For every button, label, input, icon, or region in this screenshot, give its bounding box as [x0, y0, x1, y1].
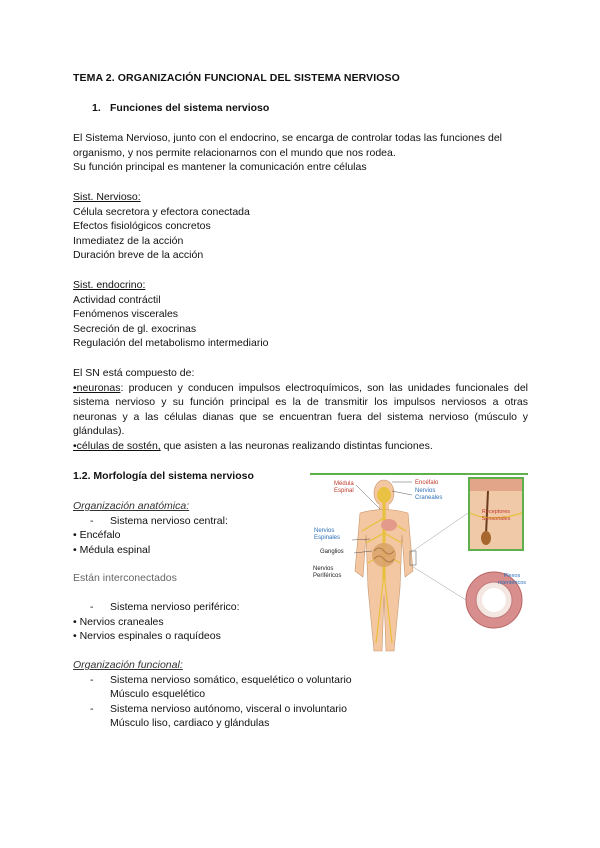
somatic-label: Sistema nervioso somático, esquelético o voluntario	[110, 673, 352, 686]
label-nervios-perifericos-2: Periféricos	[313, 573, 342, 579]
peripheral-nervous-item: - Sistema nervioso periférico:	[90, 600, 240, 613]
section-heading-morphology: 1.2. Morfología del sistema nervioso	[73, 470, 254, 482]
label-receptores-1: Receptores	[481, 509, 511, 515]
section-number: 1.	[92, 102, 101, 114]
list-item: Inmediatez de la acción	[73, 234, 184, 247]
support-cells-paragraph	[73, 439, 528, 454]
neurons-term: •neuronas	[73, 381, 121, 394]
autonomic-sub: Músculo liso, cardiaco y glándulas	[110, 717, 270, 730]
central-nervous-label: Sistema nervioso central:	[110, 514, 228, 527]
peripheral-nervous-label: Sistema nervioso periférico:	[110, 600, 240, 613]
intro-line: Su función principal es mantener la comunicación entre células	[73, 161, 367, 174]
list-item: Duración breve de la acción	[73, 249, 204, 262]
label-nervios-espinales-2: Espinales	[314, 535, 341, 541]
label-medula-1: Médula	[334, 481, 354, 487]
support-cells-term: •células de sostén,	[73, 439, 161, 452]
endocrine-system-list	[73, 278, 528, 351]
page-title: TEMA 2. ORGANIZACIÓN FUNCIONAL DEL SISTEMA NERVIOSO	[73, 72, 400, 84]
neurons-text: : producen y conducen impulsos electroquímicos, son las unidades funcionales del sistema nervioso y su función principal es la de transmitir los impulsos nerviosos a otras neuronas y a las células dianas que se encuentran fuera del sistema nervioso (músculo y glándulas).	[73, 381, 528, 438]
endocrine-system-heading: Sist. endocrino:	[73, 279, 146, 291]
label-nervios-craneales-2: Craneales	[415, 495, 443, 501]
label-encefalo: Encéfalo	[415, 480, 439, 486]
anatomical-organization	[73, 499, 308, 644]
label-plexos-2: mientéricos	[497, 580, 527, 586]
human-body	[355, 480, 413, 651]
nervous-system-list	[73, 190, 528, 263]
label-nervios-perifericos-1: Nervios	[313, 566, 334, 572]
list-item: • Encéfalo	[73, 529, 121, 542]
autonomic-label: Sistema nervioso autónomo, visceral o involuntario	[110, 702, 347, 715]
list-item: • Nervios espinales o raquídeos	[73, 630, 221, 643]
somatic-sub: Músculo esquelético	[110, 688, 206, 701]
list-item: Regulación del metabolismo intermediario	[73, 337, 269, 350]
list-item: Fenómenos viscerales	[73, 308, 179, 321]
anatomical-heading: Organización anatómica:	[73, 500, 190, 512]
list-item: Secreción de gl. exocrinas	[73, 322, 197, 335]
support-cells-text: que asisten a las neuronas realizando distintas funciones.	[160, 439, 433, 452]
composition-paragraph	[73, 366, 528, 454]
label-ganglios: Ganglios	[320, 549, 344, 555]
nervous-system-heading: Sist. Nervioso:	[73, 191, 141, 203]
label-plexos-1: Plexos	[503, 573, 521, 579]
label-receptores-2: Sensoriales	[481, 516, 511, 522]
neurons-paragraph	[73, 381, 528, 439]
list-item: • Nervios craneales	[73, 615, 164, 628]
autonomic-item: - Sistema nervioso autónomo, visceral o involuntario	[90, 702, 347, 715]
list-item: • Médula espinal	[73, 543, 151, 556]
somatic-item: - Sistema nervioso somático, esquelético o voluntario	[90, 673, 352, 686]
intro-line: El Sistema Nervioso, junto con el endocrino, se encarga de controlar todas las funciones del	[73, 132, 502, 144]
list-item: Efectos fisiológicos concretos	[73, 220, 211, 233]
functional-organization	[73, 658, 528, 731]
section-heading-text: Funciones del sistema nervioso	[110, 102, 270, 114]
label-medula-2: Espinal	[334, 488, 354, 494]
composition-intro: El SN está compuesto de:	[73, 367, 195, 379]
nervous-system-figure	[310, 473, 528, 658]
interconnected-note: Están interconectados	[73, 572, 177, 585]
list-item: Célula secretora y efectora conectada	[73, 205, 250, 218]
functional-heading: Organización funcional:	[73, 659, 183, 671]
central-nervous-item: - Sistema nervioso central:	[90, 514, 228, 527]
label-nervios-espinales-1: Nervios	[314, 528, 335, 534]
list-item: Actividad contráctil	[73, 293, 161, 306]
section-heading-functions	[92, 101, 269, 116]
intro-line: organismo, y nos permite relacionarnos con el mundo que nos rodea.	[73, 146, 396, 159]
label-nervios-craneales-1: Nervios	[415, 488, 436, 494]
intro-paragraph	[73, 131, 528, 175]
